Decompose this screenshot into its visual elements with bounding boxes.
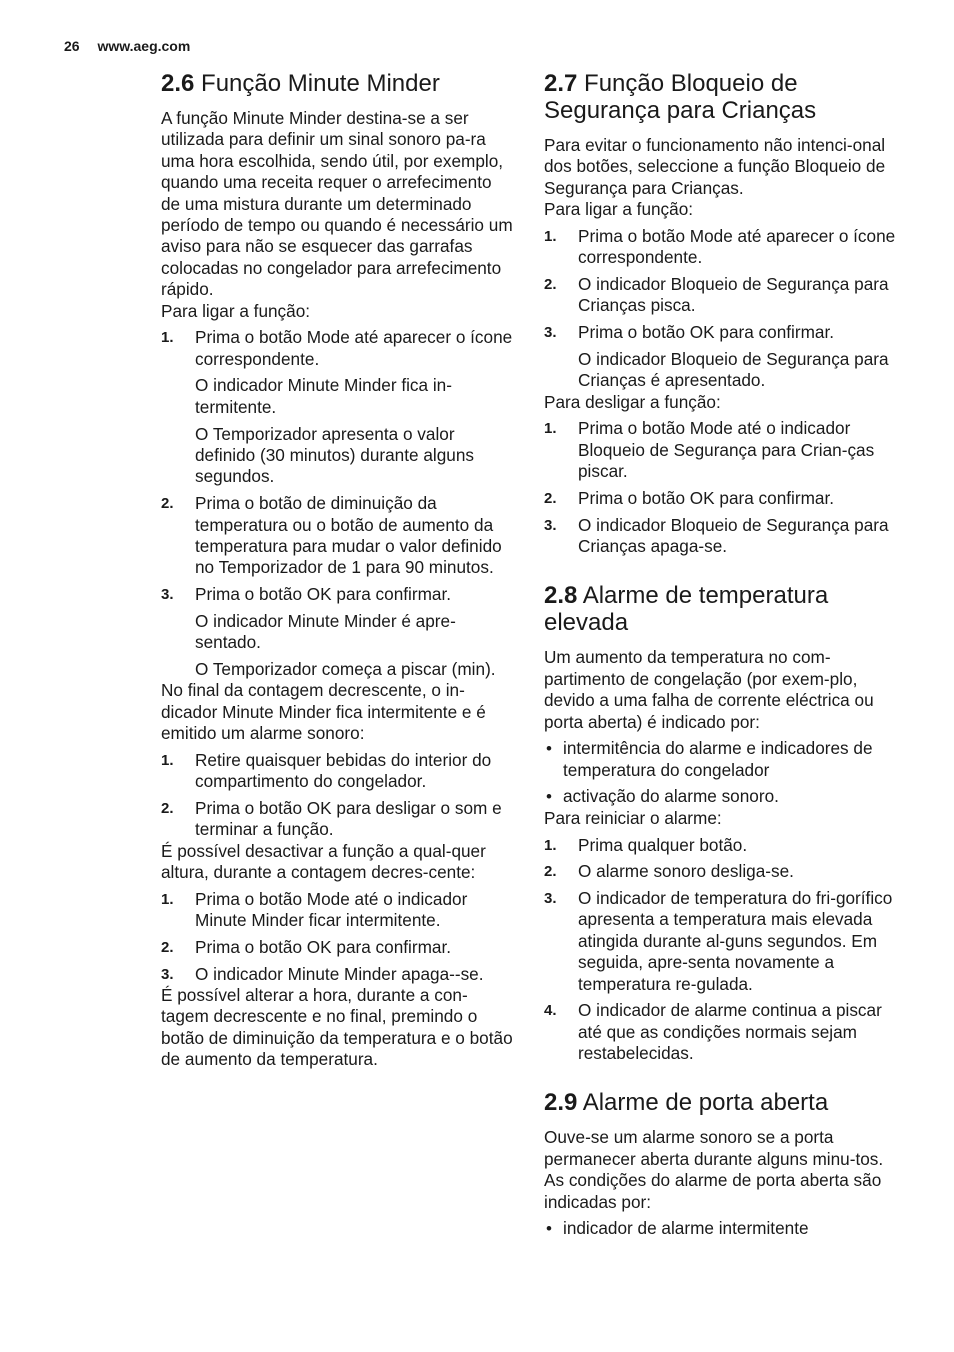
list-item: [544, 488, 896, 509]
step-note: O Temporizador apresenta o valor definido (30 minutos) durante alguns segundos.: [195, 423, 474, 487]
list-item: [161, 937, 513, 958]
step-number: 3.: [544, 889, 557, 907]
step-text: Prima o botão OK para confirmar.: [578, 322, 835, 343]
list-item: [161, 964, 513, 985]
paragraph: Para ligar a função:: [161, 300, 311, 321]
step-text: Prima o botão OK para confirmar.: [195, 936, 452, 957]
step-number: 1.: [161, 890, 174, 908]
step-text: O alarme sonoro desliga-se.: [578, 861, 794, 882]
steps-list: [544, 835, 896, 1065]
left-column: [161, 70, 513, 1096]
bullet-list: [544, 738, 896, 808]
step-text: Prima o botão Mode até aparecer o ícone correspondente.: [195, 327, 513, 369]
paragraph: Para reiniciar o alarme:: [544, 807, 722, 828]
bullet-icon: •: [546, 787, 552, 807]
list-item: [544, 274, 896, 317]
step-number: 1.: [161, 329, 174, 347]
step-text: O indicador Minute Minder apaga--se.: [195, 963, 484, 984]
step-number: 1.: [161, 751, 174, 769]
step-text: Prima o botão OK para confirmar.: [578, 487, 835, 508]
paragraph: Ouve-se um alarme sonoro se a porta permanecer aberta durante alguns minu-tos. As condições do alarme de porta aberta são indicadas por:: [544, 1127, 884, 1212]
step-text: Retire quaisquer bebidas do interior do compartimento do congelador.: [195, 749, 492, 792]
section-number: 2.7: [544, 70, 578, 97]
step-number: 1.: [544, 836, 557, 854]
paragraph: A função Minute Minder destina-se a ser utilizada para definir um sinal sonoro pa-ra uma hora escolhida, sendo útil, por exemplo, quando uma receita requer o arrefecimento de uma mistura durante um determinado período de tempo ou quando é necessário um aviso para não se esquecer das garrafas colocadas no congelador para arrefecimento rápido.: [161, 108, 513, 300]
step-number: 3.: [544, 516, 557, 534]
step-text: Prima o botão Mode até o indicador Bloqueio de Segurança para Crian-ças piscar.: [578, 418, 875, 482]
list-item: [161, 750, 513, 793]
step-number: 2.: [161, 799, 174, 817]
paragraph: É possível alterar a hora, durante a con-tagem decrescente e no final, premindo o botão de diminuição da temperatura e o botão de aumento da temperatura.: [161, 985, 513, 1070]
section-2-6: [161, 70, 513, 1071]
steps-list: [161, 750, 513, 841]
step-number: 2.: [544, 489, 557, 507]
step-text: O indicador de temperatura do fri-gorífico apresenta a temperatura mais elevada atingida durante al-guns segundos. Em seguida, apre-senta novamente a temperatura re-gulada.: [578, 887, 893, 994]
step-note: O indicador Minute Minder fica in-termitente.: [195, 375, 452, 417]
paragraph: Para desligar a função:: [544, 391, 721, 412]
steps-list: [544, 226, 896, 392]
list-item: [544, 738, 896, 781]
step-number: 2.: [544, 276, 557, 294]
step-text: Prima qualquer botão.: [578, 834, 748, 855]
section-title: [161, 70, 513, 97]
list-item: [544, 1218, 896, 1239]
section-title-text: Alarme de temperatura elevada: [544, 582, 829, 637]
list-item: [161, 327, 513, 487]
step-number: 3.: [161, 586, 174, 604]
step-number: 3.: [161, 965, 174, 983]
step-number: 1.: [544, 420, 557, 438]
step-note: O Temporizador começa a piscar (min).: [195, 658, 496, 679]
paragraph: Um aumento da temperatura no com-partimento de congelação (por exem-plo, devido a uma falha de corrente eléctrica ou porta aberta) é indicado por:: [544, 647, 874, 732]
step-text: O indicador Bloqueio de Segurança para Crianças pisca.: [578, 274, 889, 316]
bullet-text: indicador de alarme intermitente: [563, 1218, 809, 1239]
list-item: [544, 515, 896, 558]
list-item: [544, 1000, 896, 1064]
paragraph: Para evitar o funcionamento não intenci-onal dos botões, seleccione a função Bloqueio de Segurança para Crianças.: [544, 135, 886, 198]
step-text: O indicador de alarme continua a piscar até que as condições normais sejam restabelecidas.: [578, 1000, 882, 1064]
step-number: 1.: [544, 227, 557, 245]
list-item: [544, 861, 896, 882]
section-2-8: [544, 582, 896, 1064]
list-item: [544, 888, 896, 995]
list-item: [544, 786, 896, 807]
step-note: O indicador Minute Minder é apre-sentado.: [195, 610, 456, 653]
bullet-text: intermitência do alarme e indicadores de temperatura do congelador: [563, 738, 873, 780]
section-number: 2.8: [544, 582, 578, 610]
page-header: [64, 38, 190, 54]
list-item: [161, 889, 513, 932]
step-number: 2.: [161, 938, 174, 956]
section-number: 2.6: [161, 70, 195, 97]
bullet-text: activação do alarme sonoro.: [563, 786, 779, 807]
list-item: [544, 418, 896, 482]
page-number: 26: [64, 38, 80, 54]
paragraph: É possível desactivar a função a qual-quer altura, durante a contagem decres-cente:: [161, 840, 486, 883]
step-text: Prima o botão Mode até aparecer o ícone correspondente.: [578, 225, 896, 268]
step-note: O indicador Bloqueio de Segurança para Crianças é apresentado.: [578, 348, 889, 391]
step-text: Prima o botão de diminuição da temperatura ou o botão de aumento da temperatura para mudar o valor definido no Temporizador de 1 para 90 minutos.: [195, 493, 502, 578]
step-text: O indicador Bloqueio de Segurança para Crianças apaga-se.: [578, 514, 889, 556]
steps-list: [544, 418, 896, 557]
step-number: 2.: [544, 863, 557, 881]
step-number: 3.: [544, 324, 557, 342]
step-number: 4.: [544, 1002, 557, 1020]
section-title-text: Função Minute Minder: [201, 70, 440, 97]
step-text: Prima o botão OK para desligar o som e terminar a função.: [195, 797, 502, 840]
list-item: [544, 226, 896, 269]
step-text: Prima o botão Mode até o indicador Minute Minder ficar intermitente.: [195, 888, 468, 931]
section-2-9: [544, 1089, 896, 1239]
list-item: [544, 835, 896, 856]
section-number: 2.9: [544, 1089, 578, 1117]
site-url: www.aeg.com: [97, 38, 191, 54]
paragraph: No final da contagem decrescente, o in-dicador Minute Minder fica intermitente e é emitido um alarme sonoro:: [161, 680, 486, 744]
bullet-list: [544, 1218, 896, 1239]
section-title: [544, 1089, 896, 1116]
paragraph: Para ligar a função:: [544, 199, 694, 220]
step-text: Prima o botão OK para confirmar.: [195, 584, 452, 605]
list-item: [161, 798, 513, 841]
list-item: [161, 493, 513, 579]
steps-list: [161, 327, 513, 680]
section-2-7: [544, 70, 896, 557]
steps-list: [161, 889, 513, 985]
step-number: 2.: [161, 495, 174, 513]
section-title-text: Alarme de porta aberta: [582, 1089, 829, 1117]
bullet-icon: •: [546, 739, 552, 759]
section-title: [544, 70, 896, 124]
section-title: [544, 582, 896, 636]
right-column: [544, 70, 896, 1265]
bullet-icon: •: [546, 1219, 552, 1239]
list-item: [544, 322, 896, 392]
list-item: [161, 584, 513, 680]
section-title-text: Função Bloqueio de Segurança para Crianças: [544, 70, 817, 124]
